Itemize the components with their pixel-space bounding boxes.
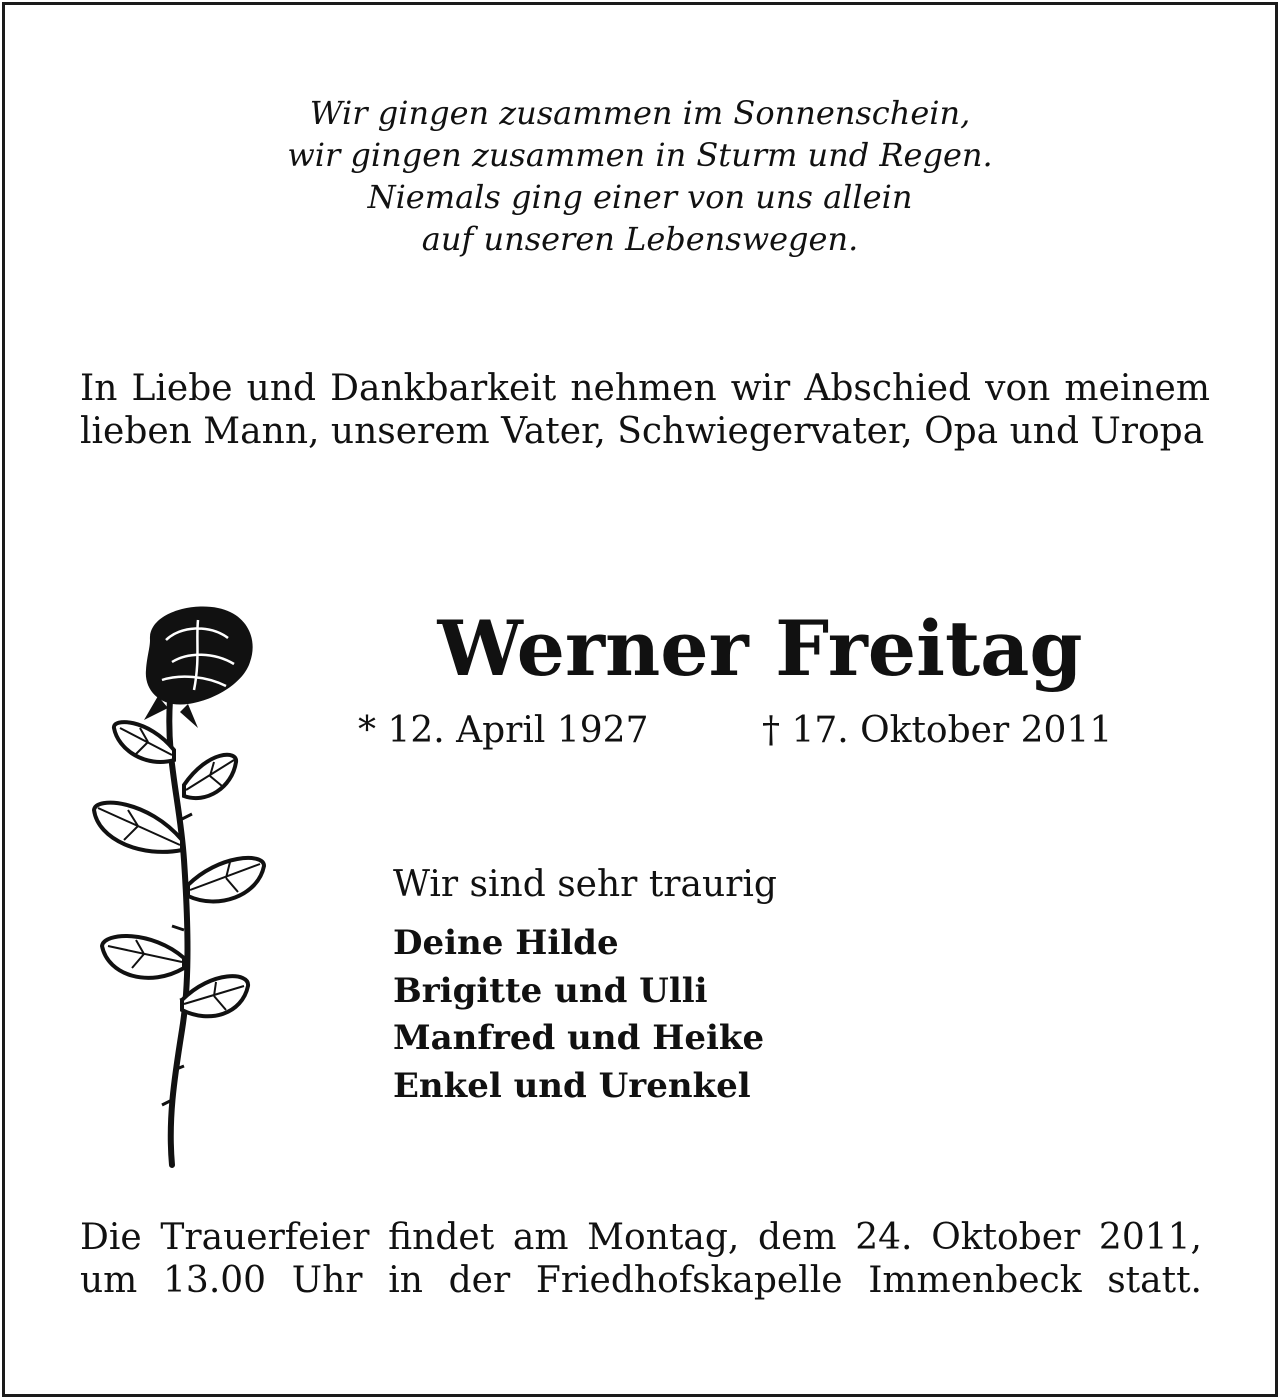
mourner-name: Enkel und Urenkel	[393, 1065, 751, 1106]
birth-date: * 12. April 1927	[358, 710, 649, 751]
deceased-name: Werner Freitag	[437, 604, 1083, 693]
poem	[0, 92, 1280, 260]
mourners-intro: Wir sind sehr traurig	[393, 864, 777, 905]
poem-line: auf unseren Lebenswegen.	[421, 220, 859, 258]
poem-line: Wir gingen zusammen im Sonnenschein,	[309, 94, 971, 132]
service-info	[80, 1216, 1202, 1302]
farewell-text: In Liebe und Dankbarkeit nehmen wir Abschied von meinem lieben Mann, unserem Vater, Schwiegervater, Opa und Uropa	[80, 368, 1210, 452]
rose-icon	[88, 600, 278, 1175]
mourner-name: Deine Hilde	[393, 923, 619, 963]
mourner-name: Brigitte und Ulli	[393, 970, 708, 1011]
death-date: † 17. Oktober 2011	[762, 710, 1113, 751]
service-line: Die Trauerfeier findet am Montag, dem 24. Oktober 2011,	[80, 1217, 1202, 1258]
mourners-list	[393, 920, 764, 1110]
service-line: um 13.00 Uhr in der Friedhofskapelle Immenbeck statt.	[80, 1260, 1202, 1301]
mourner-name: Manfred und Heike	[393, 1018, 765, 1058]
poem-line: wir gingen zusammen in Sturm und Regen.	[287, 136, 993, 174]
poem-line: Niemals ging einer von uns allein	[367, 178, 913, 216]
